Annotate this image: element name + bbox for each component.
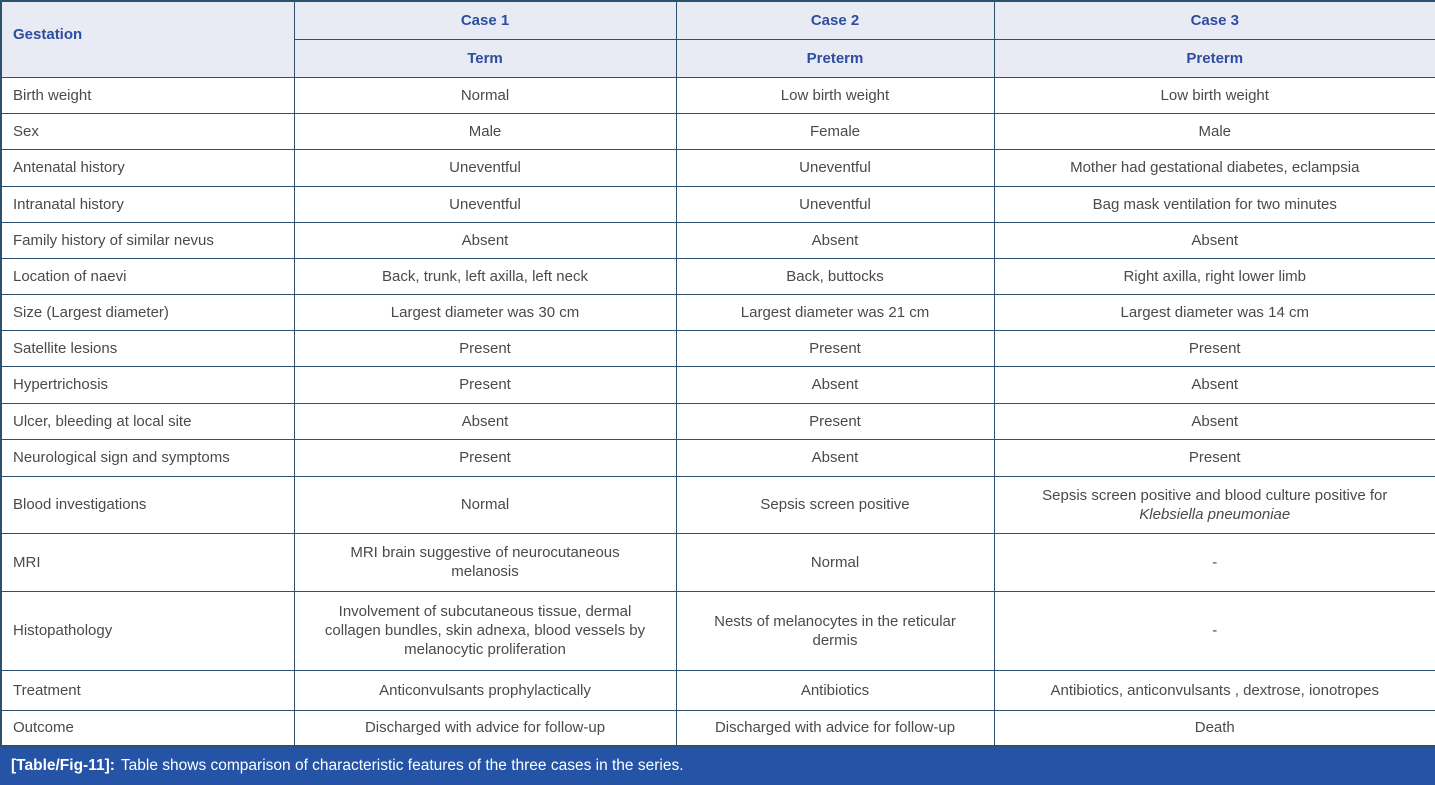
case2-cell: Discharged with advice for follow-up [676, 710, 994, 746]
case2-cell: Present [676, 330, 994, 366]
gestation-case2: Preterm [676, 39, 994, 77]
case2-header: Case 2 [676, 1, 994, 39]
case1-cell: Present [294, 439, 676, 476]
header-row-cases [1, 1, 1435, 39]
case1-cell: Uneventful [294, 186, 676, 222]
row-label: Intranatal history [1, 186, 294, 222]
table-row-treatment [1, 670, 1435, 710]
case3-cell: Largest diameter was 14 cm [994, 294, 1435, 330]
table-row-blood-investigations [1, 476, 1435, 533]
case2-cell: Absent [676, 222, 994, 258]
case3-cell: Present [994, 439, 1435, 476]
table-row-ulcer-bleeding [1, 403, 1435, 439]
case3-cell: Low birth weight [994, 77, 1435, 113]
row-label: Sex [1, 113, 294, 149]
case1-header: Case 1 [294, 1, 676, 39]
row-label: Blood investigations [1, 476, 294, 533]
table-row-outcome [1, 710, 1435, 746]
table-row-sex [1, 113, 1435, 149]
case2-cell: Absent [676, 439, 994, 476]
row-label: Neurological sign and symptoms [1, 439, 294, 476]
case3-cell: Absent [994, 366, 1435, 403]
case3-cell: Male [994, 113, 1435, 149]
table-row-intranatal-history [1, 186, 1435, 222]
case1-cell: Normal [294, 476, 676, 533]
case2-cell: Low birth weight [676, 77, 994, 113]
case2-cell: Nests of melanocytes in the reticular dermis [676, 591, 994, 670]
table-row-birth-weight [1, 77, 1435, 113]
case2-cell: Absent [676, 366, 994, 403]
case3-cell: - [994, 591, 1435, 670]
case2-cell: Uneventful [676, 149, 994, 186]
corner-cell-gestation: Gestation [1, 1, 294, 77]
case3-cell: Death [994, 710, 1435, 746]
case1-cell: Male [294, 113, 676, 149]
row-label: Family history of similar nevus [1, 222, 294, 258]
row-label: Birth weight [1, 77, 294, 113]
table-header [1, 1, 1435, 77]
case3-cell: - [994, 533, 1435, 591]
caption-tag: [Table/Fig-11]: [11, 757, 115, 774]
case1-cell: Normal [294, 77, 676, 113]
case2-cell: Antibiotics [676, 670, 994, 710]
table-body [1, 77, 1435, 746]
table-row-histopathology [1, 591, 1435, 670]
case2-cell: Present [676, 403, 994, 439]
case2-cell: Sepsis screen positive [676, 476, 994, 533]
table-row-antenatal-history [1, 149, 1435, 186]
case1-cell: Largest diameter was 30 cm [294, 294, 676, 330]
case2-cell: Back, buttocks [676, 258, 994, 294]
row-label: Antenatal history [1, 149, 294, 186]
case3-cell: Absent [994, 222, 1435, 258]
table-row-neurological-signs [1, 439, 1435, 476]
organism-name-italic: Klebsiella pneumoniae [1139, 505, 1291, 523]
row-label: Treatment [1, 670, 294, 710]
case1-cell: Absent [294, 403, 676, 439]
case1-cell: Uneventful [294, 149, 676, 186]
row-label: Histopathology [1, 591, 294, 670]
case3-cell: Bag mask ventilation for two minutes [994, 186, 1435, 222]
case1-cell: Present [294, 366, 676, 403]
table-row-hypertrichosis [1, 366, 1435, 403]
gestation-case3: Preterm [994, 39, 1435, 77]
table-row-location-of-naevi [1, 258, 1435, 294]
case1-cell: Discharged with advice for follow-up [294, 710, 676, 746]
row-label: Outcome [1, 710, 294, 746]
row-label: Ulcer, bleeding at local site [1, 403, 294, 439]
case2-cell: Female [676, 113, 994, 149]
table-row-size [1, 294, 1435, 330]
case1-cell: MRI brain suggestive of neurocutaneous melanosis [294, 533, 676, 591]
blood-case3-text: Sepsis screen positive and blood culture positive for [1042, 486, 1388, 504]
case3-cell: Absent [994, 403, 1435, 439]
row-label: MRI [1, 533, 294, 591]
caption-text: Table shows comparison of characteristic features of the three cases in the series. [120, 757, 684, 774]
table-row-satellite-lesions [1, 330, 1435, 366]
table-caption [0, 747, 1435, 785]
case2-cell: Uneventful [676, 186, 994, 222]
case1-cell: Back, trunk, left axilla, left neck [294, 258, 676, 294]
case1-cell: Present [294, 330, 676, 366]
case3-cell: Right axilla, right lower limb [994, 258, 1435, 294]
case3-cell: Present [994, 330, 1435, 366]
row-label: Satellite lesions [1, 330, 294, 366]
row-label: Hypertrichosis [1, 366, 294, 403]
case3-cell: Antibiotics, anticonvulsants , dextrose, ionotropes [994, 670, 1435, 710]
case1-cell: Absent [294, 222, 676, 258]
case3-cell: Mother had gestational diabetes, eclampsia [994, 149, 1435, 186]
case1-cell: Anticonvulsants prophylactically [294, 670, 676, 710]
case2-cell: Largest diameter was 21 cm [676, 294, 994, 330]
case2-cell: Normal [676, 533, 994, 591]
case1-cell: Involvement of subcutaneous tissue, dermal collagen bundles, skin adnexa, blood vessels by melanocytic proliferation [294, 591, 676, 670]
table-row-mri [1, 533, 1435, 591]
case3-header: Case 3 [994, 1, 1435, 39]
gestation-case1: Term [294, 39, 676, 77]
table-row-family-history [1, 222, 1435, 258]
row-label: Location of naevi [1, 258, 294, 294]
case3-cell [994, 476, 1435, 533]
row-label: Size (Largest diameter) [1, 294, 294, 330]
